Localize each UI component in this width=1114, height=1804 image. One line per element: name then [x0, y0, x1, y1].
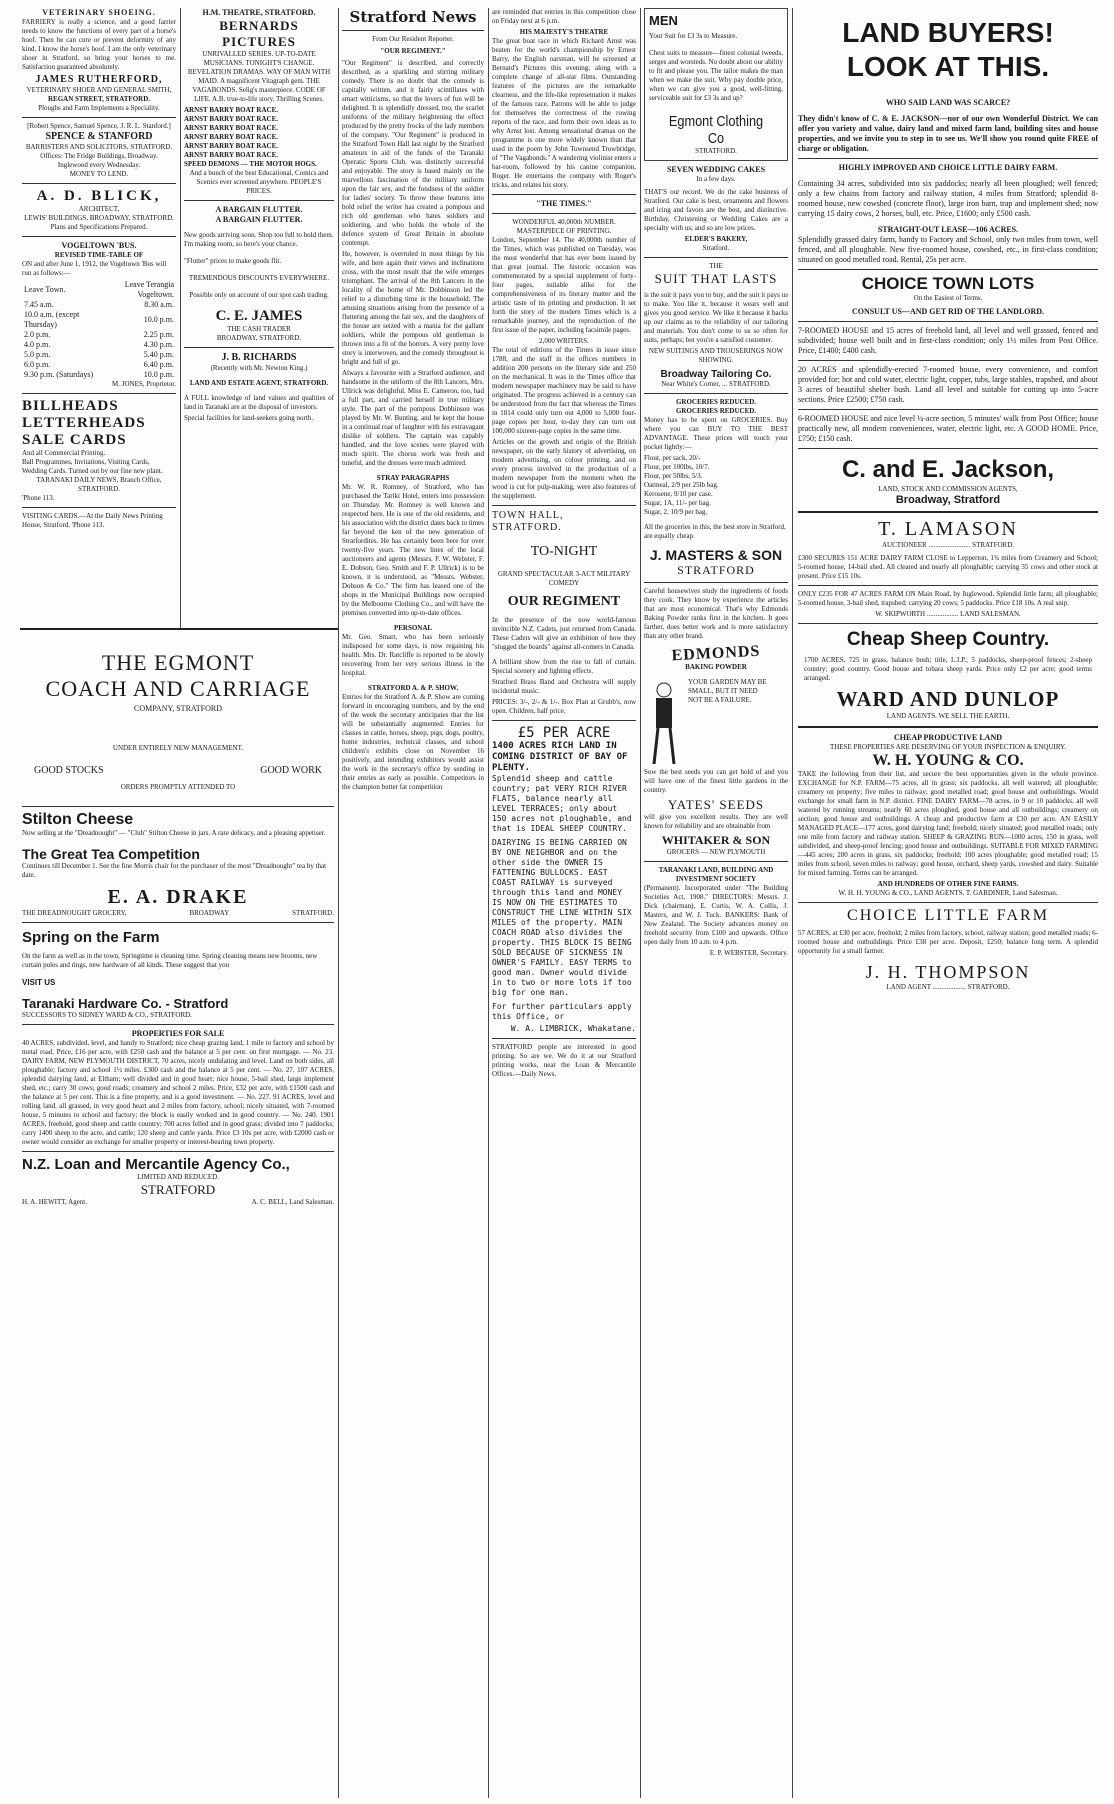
gardener-figure-icon: [644, 678, 684, 768]
egmont-orders: ORDERS PROMPTLY ATTENDED TO: [120, 783, 236, 791]
grocery-item: Kerosene, 9/10 per case.: [644, 490, 713, 498]
cakes-heading: SEVEN WEDDING CAKES: [666, 165, 766, 174]
stray-heading: STRAY PARAGRAPHS: [376, 474, 450, 482]
elder-town: Stratford.: [702, 244, 730, 252]
flutter-prices: "Flutter" prices to make goods flit.: [184, 257, 282, 265]
hardware-heading: Taranaki Hardware Co. - Stratford: [22, 996, 229, 1011]
personal-heading: PERSONAL: [393, 624, 433, 632]
town-lots-sub: On the Easiest of Terms.: [913, 294, 983, 302]
news-heading: "OUR REGIMENT.": [380, 47, 446, 55]
boat-race: ARNST BARRY BOAT RACE.: [184, 115, 279, 123]
column-5: [644, 8, 788, 1798]
bus-time: 7.45 a.m.: [24, 300, 54, 309]
men-body: Chest suits to measure—finest colonial tweeds, serges and worsteds. No doubt about our ability to fit and please you. The tailor makes the man when we make the suit. Why pay double price, when we can give you a good, well-fitting, serviceable suit for £3 3s and up?: [649, 49, 783, 102]
column-4: [492, 8, 636, 1798]
egmont-clothing-town: STRATFORD.: [695, 147, 737, 155]
column-rule: [640, 8, 641, 1798]
garden-line-2: SMALL, BUT IT NEED: [688, 687, 758, 695]
bus-owner: M. JONES, Proprietor.: [112, 380, 176, 388]
land-buyers-heading: LAND BUYERS!: [842, 17, 1054, 48]
bus-col-head: Leave Town.: [24, 285, 66, 294]
suit-the: THE: [709, 262, 723, 270]
grocery-item: Sugar, 1A, 11/- per bag.: [644, 499, 711, 507]
boat-race: ARNST BARRY BOAT RACE.: [184, 124, 279, 132]
lease-heading: STRAIGHT-OUT LEASE—106 ACRES.: [877, 225, 1019, 234]
nz-agent: H. A. HEWITT, Agent.: [22, 1198, 87, 1206]
times-heading: "THE TIMES.": [536, 199, 592, 208]
groceries-heading: GROCERIES REDUCED.: [675, 398, 757, 406]
times-body-3: Articles on the growth and origin of the British newspaper, on the early history of advertising, on modern advertising, on colour printing, and on every process involved in the production of a modern newspaper from the moment when the wood is cut for pulp-making, were also features of the supplement.: [492, 438, 636, 500]
spring-heading: Spring on the Farm: [22, 929, 160, 946]
printing-people: STRATFORD people are interested in good printing. So are we. We do it at our Stratford printing works, near the Loan & Mercantile Offices.—Daily News.: [492, 1043, 636, 1078]
land-agent: W. A. LIMBRICK, Whakatane.: [510, 1024, 636, 1033]
garden-ad: [644, 678, 788, 768]
thompson-sub: LAND AGENT ................... STRATFORD.: [886, 983, 1010, 991]
aps-heading: STRATFORD A. & P. SHOW.: [367, 684, 459, 692]
bus-time: 6.40 p.m.: [143, 360, 174, 369]
news-body-1: "Our Regiment" is described, and correctly described, as a sparkling and stirring military comedy. There is no doubt that the comedy is capitally written, and it fairly scintillates with smart witticisms, so that the lovers of fun will be delighted. It is splendidly dressed, too, the scarlet uniforms of the military heightening the effect produced by the pretty frocks of the lady members of the company. "Our Regiment" is produced in the Stratford Town Hall last night by the Stratford amateurs in aid of the funds of the Taranaki Operatic Sports Club, was distinctly successful and enjoyable. The story is based mainly on the marvellous fascination of the military uniform upon the fair sex, and the fondness of the soldier for ladies' society. To throw these features into bold relief the writer has created a pompous and rich old gentleman who hates soldiers and soldiering, and who holds the whole of the defence system of Great Britain in absolute contempt.: [342, 59, 484, 247]
tea-heading: The Great Tea Competition: [22, 846, 200, 862]
flutter-heading: A BARGAIN FLUTTER.: [215, 215, 303, 224]
printing-office: TARANAKI DAILY NEWS, Branch Office, STRATFORD.: [36, 476, 162, 493]
whitaker-name: WHITAKER & SON: [661, 833, 771, 847]
stratford-news-masthead: Stratford News: [349, 8, 477, 26]
young-footer: AND HUNDREDS OF OTHER FINE FARMS.: [877, 880, 1019, 888]
town-hall-band: Stratford Brass Band and Orchestra will supply incidental music.: [492, 678, 636, 695]
town-hall-heading: TOWN HALL, STRATFORD.: [492, 510, 564, 533]
nz-loan-signatures: [22, 1198, 334, 1207]
printing-phone: 'Phone 113.: [22, 494, 55, 502]
column-3: [342, 8, 484, 1798]
groceries-body: Money has to be spent on GROCERIES. Buy where you can BUY TO THE BEST ADVANTAGE. These prices will touch your pocket lightly:—: [644, 416, 788, 451]
spence-firm: SPENCE & STANFORD: [45, 131, 153, 142]
boat-race: ARNST BARRY BOAT RACE.: [184, 133, 279, 141]
times-writers: 2,000 WRITERS.: [539, 337, 589, 345]
column-rule: [180, 8, 181, 628]
egmont-management: UNDER ENTIRELY NEW MANAGEMENT.: [112, 744, 244, 752]
blick-title: ARCHITECT,: [78, 205, 120, 213]
stilton-body: Now selling at the "Dreadnought" — "Club" Stilton Cheese in jars. A rare delicacy, and a pleasing appetiser.: [22, 829, 326, 837]
yates-name: YATES' SEEDS: [667, 797, 765, 812]
times-body-2: The total of editions of the Times in issue since 1788, and the staff in the offices numbers in addition 200 persons on the literary side and 250 on the mechanical. It was in the Times office that modern newspaper machinery may be said to have originated. The progress achieved in a century can be understood from the fact that whereas the Times in 1814 could only turn out 4,000 to 5,000 four-page copies per hour, to-day they can turn out 100,000 sixteen-page copies in the same time.: [492, 346, 636, 435]
spence-names: [Robert Spence, Samuel Spence, J. R. L. Stanford.]: [27, 122, 171, 130]
ward-dunlop-name: WARD AND DUNLOP: [836, 687, 1060, 711]
rutherford-name: JAMES RUTHERFORD,: [35, 74, 163, 85]
young-signature: W. H. H. YOUNG & CO., LAND AGENTS. T. GARDINER, Land Salesman.: [838, 889, 1058, 897]
town-lot-3: 6-ROOMED HOUSE and nice level ¼-acre section, 5 minutes' walk from Post Office; house practically new, all modern conveniences, water, electric light, etc. A GOOD HOME. Price, £750; £150 cash.: [798, 414, 1098, 443]
properties-heading: PROPERTIES FOR SALE: [131, 1029, 225, 1038]
bus-time: 2.0 p.m.: [24, 330, 51, 339]
ward-dunlop-sub: LAND AGENTS. WE SELL THE EARTH.: [886, 712, 1010, 720]
news-body-2: He, however, is overruled in most things by his wife, and here again their views and inclinations cross, with the most result that the wife emerges triumphant. The arrival of the 8th Lancers in the locality of the home of Mr. Dobbinson led the relief to a disturbing time in the household. The amusing situations arising from the presence of a fluttering among the fair sex, and the daughters of the house are seized with a mania for the gallant soldiers, while the pompous old gentleman is thrown into a fit of the horrors. A very pretty love story is interwoven, and the comedy throughout is bright and full of go.: [342, 250, 484, 366]
groceries-note: All the groceries in this, the best store in Stratford, are equally cheap.: [644, 523, 786, 540]
blick-name: A. D. BLICK,: [36, 188, 162, 204]
cakes-body: THAT'S our record. We do the cake business of Stratford. Our cake is best, ornaments and flowers and icing and favors are the best, and distinctive. Birthday, Christening or Wedding Cakes are a specialty with us; and so are low prices.: [644, 188, 788, 232]
men-ad: [644, 8, 788, 161]
jackson-name: C. and E. Jackson,: [841, 456, 1055, 483]
printing-list: Ball Programmes, Invitations, Visiting Cards, Wedding Cards. Turned out by our fine new plant.: [22, 458, 163, 475]
bus-intro: ON and after June 1, 1912, the Vogeltown 'Bus will run as follows:—: [22, 260, 167, 277]
thompson-name: J. H. THOMPSON: [865, 962, 1031, 982]
letterheads-line: LETTERHEADS: [22, 415, 146, 431]
drake-broadway: BROADWAY: [189, 909, 230, 917]
spence-inglewood: Inglewood every Wednesday.: [57, 161, 141, 169]
boat-race: ARNST BARRY BOAT RACE.: [184, 142, 279, 150]
theatre-body: UNRIVALLED SERIES. UP-TO-DATE MUSICIANS. TONIGHT'S CHANGE. REVELATION DRAMAS. WAY OF MAN WITH MAID. A magnificent Vitagraph gem. THE VAGABONDS. Selig's masterpiece. CODE OF LIFE. A.B. true-to-life story. Thrilling Scenes.: [187, 50, 331, 103]
visit-us: VISIT US: [22, 978, 56, 987]
yates-body-2: will give you excellent results. They are well known for reliability and are obtainable from: [644, 813, 788, 830]
aps-body: Entries for the Stratford A. & P. Show are coming forward in encouraging numbers, and by the end of the week the secretary anticipates that the list will be substantially augmented. Entries for classes in cattle, horses, sheep, pigs, dogs, poultry, home industries, technical classes, and school children's exhibits close on November 16 positively, and intending exhibitors would assist the work in the secretary's office by sending in their entries as early as possible. Competitors in the champion butter fat competition: [342, 693, 484, 791]
town-hall-prices: PRICES: 3/-, 2/- & 1/-. Box Plan at Grubb's, now open. Children, half price.: [492, 698, 636, 715]
jackson-address: Broadway, Stratford: [895, 494, 1001, 506]
vet-heading: VETERINARY SHOEING.: [42, 8, 156, 17]
cakes-sub: In a few days.: [696, 175, 736, 183]
tea-body: Continues till December 1. See the fine Morris chair for the purchaser of the most "Dreadnought" tea by that date.: [22, 862, 327, 879]
jackson-sub: LAND, STOCK AND COMMISSION AGENTS,: [878, 485, 1018, 493]
scarce-body: They didn't know of C. & E. JACKSON—nor of our own Wonderful District. We can offer you variety and value, dairy land and mixed farm land, building sites and house properties, and we invite you to step in to see us. We'll show you round quite FREE of charge or obligation.: [798, 114, 1098, 153]
town-hall-title: OUR REGIMENT: [507, 594, 621, 609]
bus-time: 5.0 p.m.: [24, 350, 51, 359]
grocery-item: Oatmeal, 2/9 per 25lb bag.: [644, 481, 719, 489]
drake-grocery: THE DREADNOUGHT GROCERY,: [22, 909, 127, 917]
land-price: £5 PER ACRE: [517, 725, 611, 741]
edmonds-body: Careful housewives study the ingredients of foods they cook. They know by experience the articles that are most economical. That's why Edmonds Baking Powder ranks first in the kitchen. It goes farther, does better work and is more satisfactory than any other brand.: [644, 587, 788, 640]
drake-sub: [22, 909, 334, 918]
james-address: BROADWAY, STRATFORD.: [216, 334, 302, 342]
little-farm-heading: CHOICE LITTLE FARM: [847, 907, 1049, 924]
flutter-heading: A BARGAIN FLUTTER.: [215, 205, 303, 214]
grocery-item: Sugar, 2, 10/9 per bag.: [644, 508, 708, 516]
edmonds-logo: [644, 642, 788, 672]
billheads-line: BILLHEADS: [22, 398, 119, 414]
theatre-heading: H.M. THEATRE, STRATFORD.: [202, 8, 316, 17]
section-rule: [20, 628, 338, 630]
blick-note: Plans and Specifications Prepared.: [50, 223, 148, 231]
men-suit-price: Your Suit for £3 3s to Measure.: [649, 32, 738, 40]
blick-address: LEWIS' BUILDINGS, BROADWAY, STRATFORD.: [24, 214, 174, 222]
rutherford-title: VETERINARY SHOER AND GENERAL SMITH,: [26, 86, 172, 94]
look-heading: LOOK AT THIS.: [846, 51, 1050, 82]
consult-line: CONSULT US—AND GET RID OF THE LANDLORD.: [851, 307, 1045, 316]
bus-time: 10.0 p.m.: [143, 370, 174, 379]
news-body-3: Always a favourite with a Stratford audience, and handsome in the uniform of the 8th Lancers, Mrs. Ullrick was delightful. Miss E. Cameron, too, had a full part, and carried herself in true military style. The part of the pompous Dobbinson was played by Mr. W. Bunting, and he kept the house in a continual roar of laughter with his extravagant dislike of soldiers. The captain was capably handled, and the love scenes were played with much spirit. The chorus work was fresh and tuneful, and the dresses were much admired.: [342, 369, 484, 467]
boat-race: ARNST BARRY BOAT RACE.: [184, 106, 279, 114]
speed-demons: SPEED DEMONS — THE MOTOR HOGS.: [184, 160, 317, 168]
town-lot-2: 20 ACRES and splendidly-erected 7-roomed house, every convenience, and comfort provided for; hot and cold water, electric light, copper, tubs, large stables, trapshed, and about 3 acres of beautiful shelter bush. Land all level and suitable for cutting up into 5-acre sections. Price £2500; £750 cash.: [798, 365, 1098, 404]
richards-body: A FULL knowledge of land values and qualities of land in Taranaki are at the disposal of investors.: [184, 394, 334, 411]
visiting-cards: VISITING CARDS.—At the Daily News Printing House, Stratford. 'Phone 113.: [22, 512, 163, 529]
egmont-work: GOOD WORK: [260, 765, 322, 776]
lease-body: Splendidly grassed dairy farm, handy to Factory and School, only two miles from town, well fenced, and all ploughable. New five-roomed house, cowshed, etc., in first-class condition; situated on good metalled road. Rental, 25s per acre.: [798, 235, 1098, 264]
cheap-land-heading: CHEAP PRODUCTIVE LAND: [893, 733, 1002, 742]
news-subhead: From Our Resident Reporter.: [372, 35, 454, 43]
lamason-name: T. LAMASON: [878, 518, 1018, 540]
dairy-heading: HIGHLY IMPROVED AND CHOICE LITTLE DAIRY FARM.: [838, 163, 1058, 172]
bottom-left-block: [22, 636, 334, 1796]
drake-stratford: STRATFORD.: [292, 909, 334, 917]
times-sub-2: MASTERPIECE OF PRINTING.: [516, 227, 612, 235]
flutter-body: New goods arriving soon. Shop too full to hold them. I'm making room, so here's your chance.: [184, 231, 334, 248]
egmont-company: COMPANY, STRATFORD: [133, 704, 223, 713]
hardware-sub: SUCCESSORS TO SIDNEY WARD & CO., STRATFORD.: [22, 1011, 192, 1019]
scarce-heading: WHO SAID LAND WAS SCARCE?: [885, 98, 1011, 107]
suit-body: is the suit it pays you to buy, and the suit it pays us to make. You like it, because it wears well and gives you good service. We like it because it backs up our claims as to the reliability of our tailoring and materials. You don't come to us so often for suits, perhaps; but you're a satisfied customer.: [644, 291, 788, 344]
richards-role: LAND AND ESTATE AGENT, STRATFORD.: [189, 379, 329, 387]
rutherford-note: Ploughs and Farm Implements a Speciality.: [38, 104, 160, 112]
young-body: TAKE the following from their list, and secure the best opportunities given in the whole province. EXCHANGE for N.P. FARM—75 acres, all in grass; six paddocks, all well watered; all ploughable; creamery on property; five miles to railway; good metalled road; good house and outbuildings. Would exchange for small farm in N.P. district. FINE DAIRY FARM—78 acres, in 9 or 10 paddocks, all well watered by running streams; nearly 60 acres ploughed, good house and all outbuildings; creamery on section; good house and outbuildings. A cheap and productive farm at £30 per acre. AN EASILY MANAGED PLACE—177 acres, good dairying land; freehold; nicely situated; good metalled roads; only one mile from factory and railway station. SHEEP & GRAZING RUN—1000 acres, 150 in grass, well subdivided, and sheep-proof fencing; good house and outbuildings. SUITABLE FOR MIXED FARMING—445 acres; 200 acres in grass, six paddocks; freehold; 100 acres ploughable; good metalled road; 15 miles from school, seven miles to railway; good house, orchard, sheep yards, cowshed and dairy. Suitable for mixed farming. Terms can be arranged.: [798, 770, 1098, 877]
egmont-heading-2: COACH AND CARRIAGE: [45, 676, 311, 701]
little-farm-body: 57 ACRES, at £30 per acre, freehold; 2 miles from factory, school, railway station; good metalled roads; 6-roomed house and outbuildings. Price £38 per acre. Deposit, £250; balance long term. A splendid opportunity for a small farmer.: [798, 929, 1098, 955]
nz-loan-town: STRATFORD: [140, 1182, 216, 1197]
dairy-body: Containing 34 acres, subdivided into six paddocks; nearly all been ploughed; well fenced; only a few chains from factory and railway station, 4 miles from Stratford; splendid 8-roomed house, new cowshed (concrete floor), large iron barn, trap and implement shed; now carrying 15 dairy cows, 2 horses, bull, etc. Price, £1600; only £500 cash.: [798, 179, 1098, 218]
times-sub-1: WONDERFUL 40,000th NUMBER.: [512, 218, 616, 226]
land-acres: 1400 ACRES RICH LAND IN COMING DISTRICT OF BAY OF PLENTY.: [492, 741, 628, 773]
properties-body: 40 ACRES, subdivided, level, and handy to Stratford; nice cheap grazing land, 1 mile to factory and school by metal road. Price, £16 per acre, with £250 cash and the balance at 5 per cent. on first mortgage. — No. 23. DAIRY FARM, NEW PLYMOUTH DISTRICT, 70 acres, nicely undulating and level. Land on both sides, all ploughable; factory and school 1½ miles. £300 cash and the balance at 5 per cent. — No. 27. 107 ACRES, splendid dairying land, at Eltham; well divided and in good heart; nice house, 5-bail shed, large implement shed, etc.; carry 30 cows; good roads; creamery and school 2 miles. Price, £32 per acre, with £1500 cash and the balance at 5 per cent. This is a fine property, and is a good investment. — No. 227. 91 ACRES, level and rolling land, all grassed, in very good heart and 2 miles from factory, school; nicely situated, with 7-roomed house, 5 minutes to school and factory; the block is easily worked and in good country. — No. 240. 1901 ACRES, freehold, good sheep and cattle country; 700 acres felled and in good grass; divided into 7 paddocks; carry 1400 sheep to the acre, and cattle; 120 sheep and cattle yards. Price £3 10s per acre, with £2000 cash or owner would consider an exchange for smaller property or interest-bearing town property.: [22, 1039, 334, 1146]
spring-body: On the farm as well as in the town, Springtime is cleaning time. Spring cleaning means new brooms, new curtain poles and rings, new hardware of all kinds. These suggest that you: [22, 952, 318, 969]
spence-role: BARRISTERS AND SOLICITORS, STRATFORD.: [25, 143, 173, 151]
nz-loan-heading: N.Z. Loan and Mercantile Agency Co.,: [22, 1156, 290, 1173]
bus-time: 2.25 p.m.: [143, 330, 174, 339]
hmt-body: The great boat race in which Richard Arnst was beaten for the world's championship by Ernest Barry, the English oarsman, will be screened at Bernard's Pictures this evening, along with a complete change of all-star films. Outstanding features of the pictures are the remarkable clearness, and the life-like representation it makes of the famous race. Patrons will be able to judge for themselves the correctness of the rowing reports of the race, and form their own ideas as to why Arnst lost. Among sensational dramas on the programme is one more widely known than that used in the poem by John Townsend Trowbridge, of "The Vagabonds." A wandering violinist enters a bar-room, followed by his canine companion, Roger. He entertains the company with Roger's tricks, and relates his story.: [492, 37, 636, 189]
bus-time: 4.30 p.m.: [143, 340, 174, 349]
suit-new: NEW SUITINGS AND TROUSERINGS NOW SHOWING.: [648, 347, 784, 364]
bus-timetable: [22, 280, 176, 380]
bus-time: 4.0 p.m.: [24, 340, 51, 349]
stilton-heading: Stilton Cheese: [22, 811, 134, 828]
tailoring-address: Near White's Corner, ... STRATFORD.: [661, 380, 771, 388]
flutter-cash: Possible only on account of our spot cash trading.: [189, 291, 329, 299]
lamason-listing-2: ONLY £235 FOR 47 ACRES FARM ON Main Road, by Inglewood. Splendid little farm; all ploughable; 5-roomed house, 3-bail shed, trapshed; carrying 20 cows; 5 paddocks. Price £18 10s. A real snip.: [798, 590, 1098, 607]
drake-name: E. A. DRAKE: [107, 886, 249, 908]
town-lot-1: 7-ROOMED HOUSE and 15 acres of freehold land, all level and well grassed, fenced and subdivided; house well built and in first-class condition; only 1½ miles from Post Office. Price, £1400; £400 cash.: [798, 326, 1098, 355]
sheep-body: 1700 ACRES, 725 in grass, balance bush; title, L.I.P.; 5 paddocks, sheep-proof fences; 2-sheep country; good country. Good house and tobara sheep yards. Price only £2 per acre; good terms arranged.: [804, 656, 1092, 682]
bus-time: 8.30 a.m.: [144, 300, 174, 309]
sheep-heading: Cheap Sheep Country.: [846, 629, 1050, 650]
nz-salesman: A. C. BELL, Land Salesman.: [251, 1198, 334, 1206]
society-body: (Permanent). Incorporated under "The Building Societies Act, 1908." DIRECTORS: Messrs. J. Dick (chairman), E. Curtis, W. A. Collis, J. Masters, and W. J. Tuck. BANKERS: Bank of New Zealand. The Society advances money on freehold security from £100 and upwards. Office open daily from 10 a.m. to 4 p.m.: [644, 884, 788, 946]
richards-note: Special facilities for land-seekers going north.: [184, 414, 314, 422]
james-name: C. E. JAMES: [215, 308, 303, 324]
land-body: Splendid sheep and cattle country; pat VERY RICH RIVER FLATS, balance nearly all LEVEL TERRACES; only about 150 acres not ploughable, and that is IDEAL SHEEP COUNTRY.: [492, 774, 632, 833]
masters-name: J. MASTERS & SON: [649, 547, 783, 563]
young-name: W. H. YOUNG & CO.: [872, 752, 1024, 769]
garden-line-1: YOUR GARDEN MAY BE: [688, 678, 767, 686]
bus-time: 10.0 p.m.: [143, 315, 174, 324]
richards-name: J. B. RICHARDS: [221, 352, 297, 363]
groceries-heading-2: GROCERIES REDUCED.: [675, 407, 757, 415]
column-6: [798, 8, 1098, 1798]
bus-heading: VOGELTOWN 'BUS.: [61, 241, 137, 250]
nz-loan-sub: LIMITED AND REDUCED.: [137, 1173, 219, 1181]
town-lots-heading: CHOICE TOWN LOTS: [861, 274, 1035, 293]
aps-continued: are reminded that entries in this competition close on Friday next at 6 p.m.: [492, 8, 636, 25]
salecards-line: SALE CARDS: [22, 432, 127, 448]
town-hall-body-2: A brilliant show from the rise to fall of curtain. Special scenery and lighting effects.: [492, 658, 636, 675]
whitaker-sub: GROCERS — NEW PLYMOUTH: [666, 848, 766, 856]
society-heading: TARANAKI LAND, BUILDING AND INVESTMENT SOCIETY: [658, 866, 774, 883]
skipworth: W. SKIPWORTH .................. LAND SALESMAN.: [875, 610, 1021, 618]
masters-town: STRATFORD: [677, 563, 755, 577]
theatre-title: BERNARDS PICTURES: [219, 18, 299, 49]
yates-body: Sow the best seeds you can get hold of and you will have one of the finest little gardens in the country.: [644, 768, 788, 794]
society-secretary: E. P. WEBSTER, Secretary.: [709, 949, 788, 957]
james-sub: THE CASH TRADER: [227, 325, 291, 333]
vet-body: FARRIERY is really a science, and a good farrier needs to know the functions of every part of a horse's hoof. Then he can cure or prevent deformity of any kind. I know the horse's hoof. I am the only veterinary shoer in Stratford, so bring your horses to me. Satisfaction guaranteed absolutely.: [22, 18, 176, 71]
bus-revised: REVISED TIME-TABLE OF: [54, 251, 144, 259]
column-1: [22, 8, 176, 626]
flutter-discounts: TREMENDOUS DISCOUNTS EVERYWHERE.: [188, 274, 330, 282]
spence-offices: Offices: The Fridge Buildings, Broadway.: [40, 152, 158, 160]
richards-sub: (Recently with Mr. Newton King.): [210, 364, 308, 372]
printing-note: And all Commercial Printing.: [22, 449, 106, 457]
theatre-footer: And a bunch of the best Educational, Comics and Scenics ever screened anywhere. PEOPLE'S PRICES.: [189, 169, 329, 195]
bus-time: 5.40 p.m.: [143, 350, 174, 359]
town-hall-tonight: TO-NIGHT: [530, 544, 598, 559]
lamason-sub: AUCTIONEER ........................ STRATFORD.: [881, 541, 1015, 549]
land-apply: For further particulars apply this Office, or: [492, 1002, 632, 1021]
bus-col-head: Leave Terangia Vogeltown.: [124, 280, 174, 299]
boat-race: ARNST BARRY BOAT RACE.: [184, 151, 279, 159]
bus-time: 9.30 p.m. (Saturdays): [24, 370, 94, 379]
grocery-item: Flour, per sack, 20/-: [644, 454, 701, 462]
bus-time: 6.0 p.m.: [24, 360, 51, 369]
times-body: London, September 14. The 40,000th number of the Times, which was published on Tuesday, was the most wonderful that has ever been issued by that great journal. The historic occasion was commemorated by a special supplement of forty-four pages, suitable alike for the comprehensiveness of its literary matter and the artistic taste of its printing and production. It set forth the story of the modern Times which is a remarkable journey, and the reproduction of the first issue of the paper, including facsimile pages.: [492, 236, 636, 334]
column-rule: [792, 8, 793, 1798]
elder-name: ELDER'S BAKERY,: [684, 235, 748, 243]
town-hall-grand: GRAND SPECTACULAR 3-ACT MILITARY COMEDY: [497, 570, 631, 587]
column-2: [184, 8, 334, 626]
cheap-land-sub: THESE PROPERTIES ARE DESERVING OF YOUR INSPECTION & ENQUIRY.: [829, 743, 1067, 751]
column-rule: [338, 8, 339, 1798]
stray-body: Mr. W. R. Romney, of Stratford, who has purchased the Tariki Hotel, enters into possession on Thursday. Mr. Romney is well known and respected here. He is one of the old residents, and his association with the district dates back to times far beyond the ken of the new generation of Stratfordites. He has certainly been here for over twenty-five years. The new lines of the local auctioneers and agents (Messrs. F. W. Webster, F. E. Dobson, Geo. Smith and F. P. Ullrick) is to be known, it is understood, as "Messrs. Webster, Dobson & Co." The firm has leased one of the shops in the Municipal Buildings now occupied by the Melbourne Clothing Co., and will have the premises converted into up-to-date offices.: [342, 483, 484, 617]
garden-line-3: NOT BE A FAILURE.: [688, 696, 752, 704]
egmont-stocks: GOOD STOCKS: [34, 765, 104, 776]
lamason-listing-1: £300 SECURES 151 ACRE DAIRY FARM CLOSE to Lepperton, 1¾ miles from Creamery and School; 5-roomed house, 14-bail shed. All cleared and nearly all ploughable; carrying 35 cows and other stock at present. Price £15 10s.: [798, 554, 1098, 580]
edmonds-baking-powder: BAKING POWDER: [685, 663, 747, 671]
men-heading: MEN: [649, 13, 678, 28]
suit-heading: SUIT THAT LASTS: [654, 271, 778, 286]
edmonds-wordmark: EDMONDS: [671, 642, 761, 665]
grocery-item: Flour, per 100lbs, 10/7.: [644, 463, 710, 471]
town-hall-body: In the presence of the now world-famous invincible N.Z. Cadets, just returned from Canada. These Cadets will give an exhibition of how they "slugged the boards" against all-comers in Canada.: [492, 616, 636, 651]
spence-money: MONEY TO LEND.: [69, 170, 129, 178]
tailoring-name: Broadway Tailoring Co.: [660, 369, 772, 380]
personal-body: Mr. Geo. Smart, who has been seriously indisposed for some days, is now regaining his health. Mrs. Dr. Ratcliffe is reported to be slowly recovering from her very serious illness in the hospital.: [342, 633, 484, 677]
column-rule: [488, 8, 489, 1798]
bus-time: 10.0 a.m. (except Thursday): [24, 310, 80, 329]
grocery-item: Flour, per 50lbs, 5/3.: [644, 472, 703, 480]
egmont-heading: THE EGMONT: [101, 650, 255, 675]
hmt-heading: HIS MAJESTY'S THEATRE: [519, 28, 609, 36]
egmont-row: [22, 765, 334, 777]
land-dairy: DAIRYING IS BEING CARRIED ON BY ONE NEIGHBOR and on the other side the OWNER IS FATTENING BULLOCKS. EAST COAST RAILWAY is surveyed through this land and MONEY IS NOW ON THE ESTIMATES TO CONSTRUCT THE LINE WITHIN SIX MILES of the property. MAIN COACH ROAD also divides the property. THIS BLOCK IS BEING SOLD BECAUSE OF SICKNESS IN OWNER'S FAMILY. EASY TERMS to good man. Owner would divide in to two or more lots if too big for one man.: [492, 838, 632, 997]
egmont-clothing-name: Egmont Clothing Co: [668, 113, 764, 147]
rutherford-address: REGAN STREET, STRATFORD.: [47, 95, 151, 103]
